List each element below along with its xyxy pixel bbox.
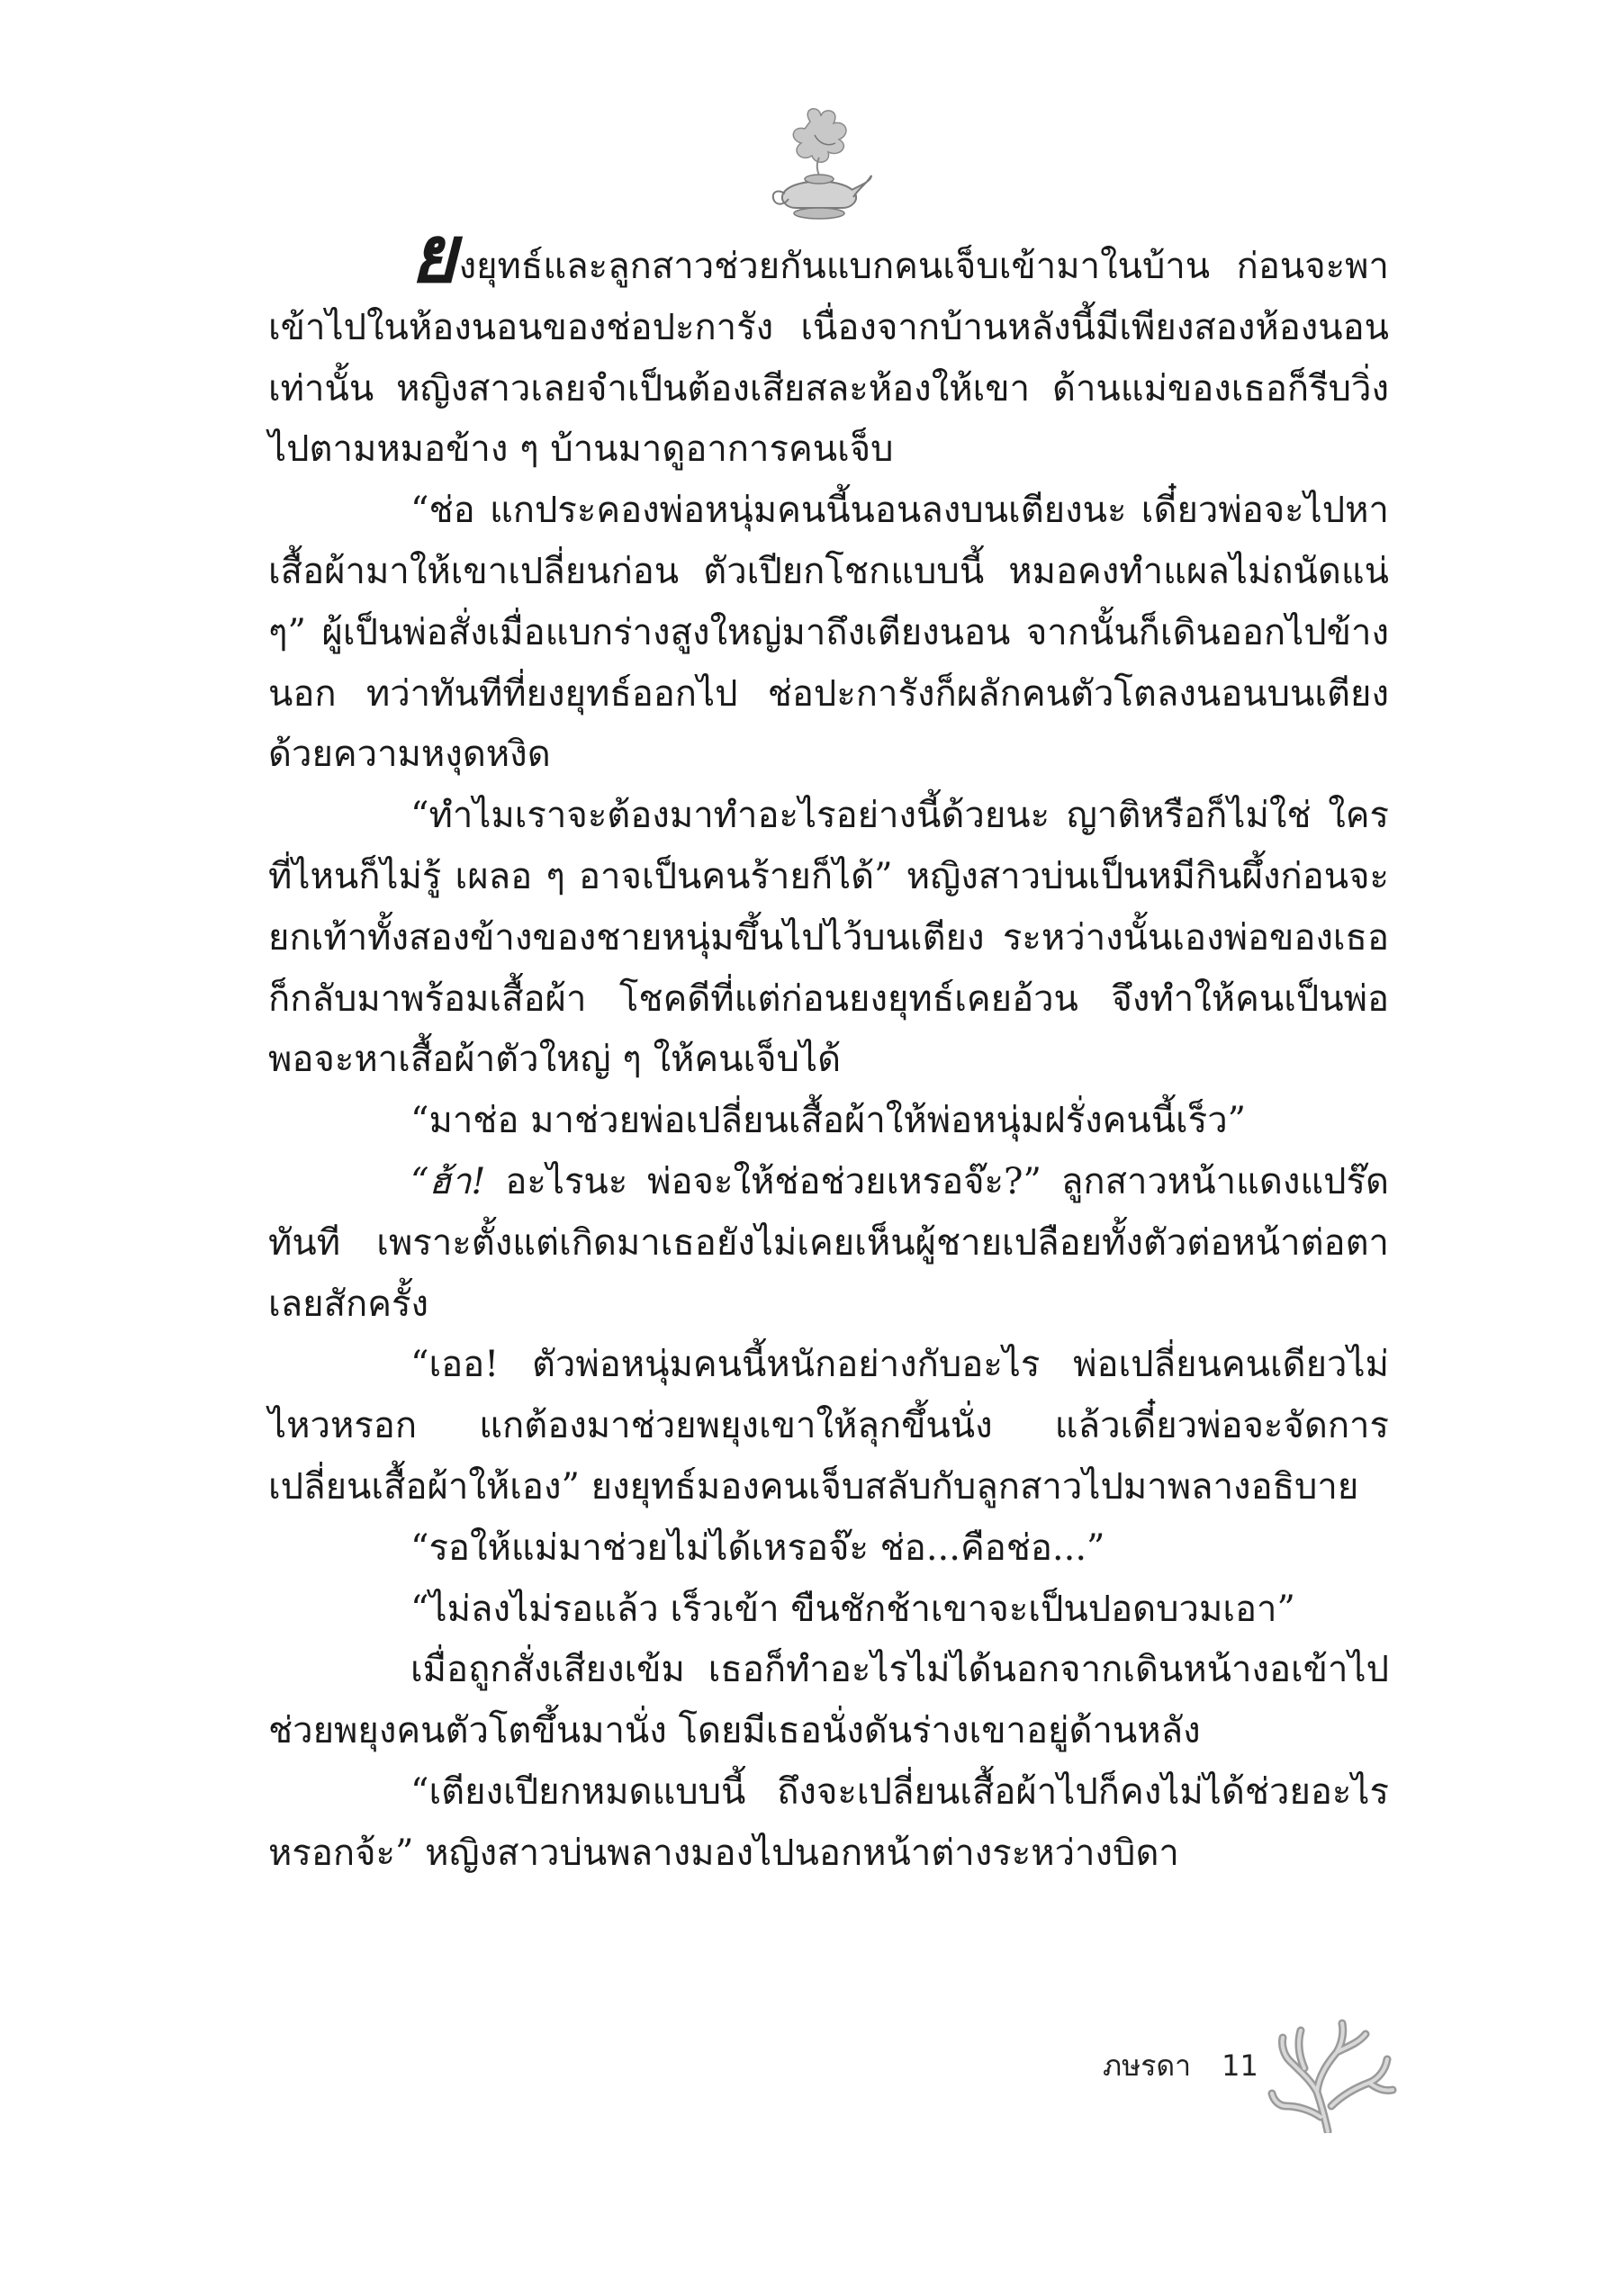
paragraph-8: “ไม่ลงไม่รอแล้ว เร็วเข้า ขืนชักช้าเขาจะเป็นปอดบวมเอา”	[410, 1588, 1295, 1630]
paragraph-2: “ช่อ แกประคองพ่อหนุ่มคนนี้นอนลงบนเตียงนะ เดี๋ยวพ่อจะไปหาเสื้อผ้ามาให้เขาเปลี่ยนก่อน ตัวเปียกโชกแบบนี้ หมอคงทำแผลไม่ถนัดแน่ ๆ” ผู้เป็นพ่อสั่งเมื่อแบกร่างสูงใหญ่มาถึงเตียงนอน จากนั้นก็เดินออกไปข้างนอก ทว่าทันทีที่ยงยุทธ์ออกไป ช่อปะการังก็ผลักคนตัวโตลงนอนบนเตียงด้วยความหงุดหงิด	[268, 490, 1389, 776]
body-text	[268, 207, 1389, 1885]
book-title: ภษรดา	[1103, 2048, 1192, 2083]
paragraph-1: ยงยุทธ์และลูกสาวช่วยกันแบกคนเจ็บเข้ามาในบ้าน ก่อนจะพาเข้าไปในห้องนอนของช่อปะการัง เนื่องจากบ้านหลังนี้มีเพียงสองห้องนอนเท่านั้น หญิงสาวเลยจำเป็นต้องเสียสละห้องให้เขา ด้านแม่ของเธอก็รีบวิ่งไปตามหมอข้าง ๆ บ้านมาดูอาการคนเจ็บ	[268, 207, 1389, 471]
exclamation: “ฮ้า!	[410, 1160, 486, 1202]
page-number: 11	[1222, 2048, 1258, 2083]
paragraph-3: “ทำไมเราจะต้องมาทำอะไรอย่างนี้ด้วยนะ ญาติหรือก็ไม่ใช่ ใครที่ไหนก็ไม่รู้ เผลอ ๆ อาจเป็นคนร้ายก็ได้” หญิงสาวบ่นเป็นหมีกินผึ้งก่อนจะยกเท้าทั้งสองข้างของชายหนุ่มขึ้นไปไว้บนเตียง ระหว่างนั้นเองพ่อของเธอก็กลับมาพร้อมเสื้อผ้า โชคดีที่แต่ก่อนยงยุทธ์เคยอ้วน จึงทำให้คนเป็นพ่อพอจะหาเสื้อผ้าตัวใหญ่ ๆ ให้คนเจ็บได้	[268, 795, 1389, 1081]
paragraph-9: เมื่อถูกสั่งเสียงเข้ม เธอก็ทำอะไรไม่ได้นอกจากเดินหน้างอเข้าไปช่วยพยุงคนตัวโตขึ้นมานั่ง โดยมีเธอนั่งดันร่างเขาอยู่ด้านหลัง	[268, 1649, 1389, 1752]
paragraph-6: “เออ! ตัวพ่อหนุ่มคนนี้หนักอย่างกับอะไร พ่อเปลี่ยนคนเดียวไม่ไหวหรอก แกต้องมาช่วยพยุงเขาให้ลุกขึ้นนั่ง แล้วเดี๋ยวพ่อจะจัดการเปลี่ยนเสื้อผ้าให้เอง” ยงยุทธ์มองคนเจ็บสลับกับลูกสาวไปมาพลางอธิบาย	[268, 1344, 1389, 1508]
drop-cap: ย	[410, 207, 457, 301]
genie-lamp-icon	[765, 104, 873, 230]
paragraph-4: “มาช่อ มาช่วยพ่อเปลี่ยนเสื้อผ้าให้พ่อหนุ่มฝรั่งคนนี้เร็ว”	[410, 1100, 1247, 1142]
paragraph-5: “ฮ้า! อะไรนะ พ่อจะให้ช่อช่วยเหรอจ๊ะ?” ลูกสาวหน้าแดงแปร๊ดทันที เพราะตั้งแต่เกิดมาเธอยังไม่เคยเห็นผู้ชายเปลือยทั้งตัวต่อหน้าต่อตาเลยสักครั้ง	[268, 1160, 1389, 1325]
paragraph-10: “เตียงเปียกหมดแบบนี้ ถึงจะเปลี่ยนเสื้อผ้าไปก็คงไม่ได้ช่วยอะไรหรอกจ้ะ” หญิงสาวบ่นพลางมองไปนอกหน้าต่างระหว่างบิดา	[268, 1770, 1389, 1874]
page-footer	[1103, 2043, 1258, 2089]
paragraph-7: “รอให้แม่มาช่วยไม่ได้เหรอจ๊ะ ช่อ...คือช่อ...”	[410, 1526, 1105, 1569]
coral-icon	[1265, 2016, 1400, 2133]
